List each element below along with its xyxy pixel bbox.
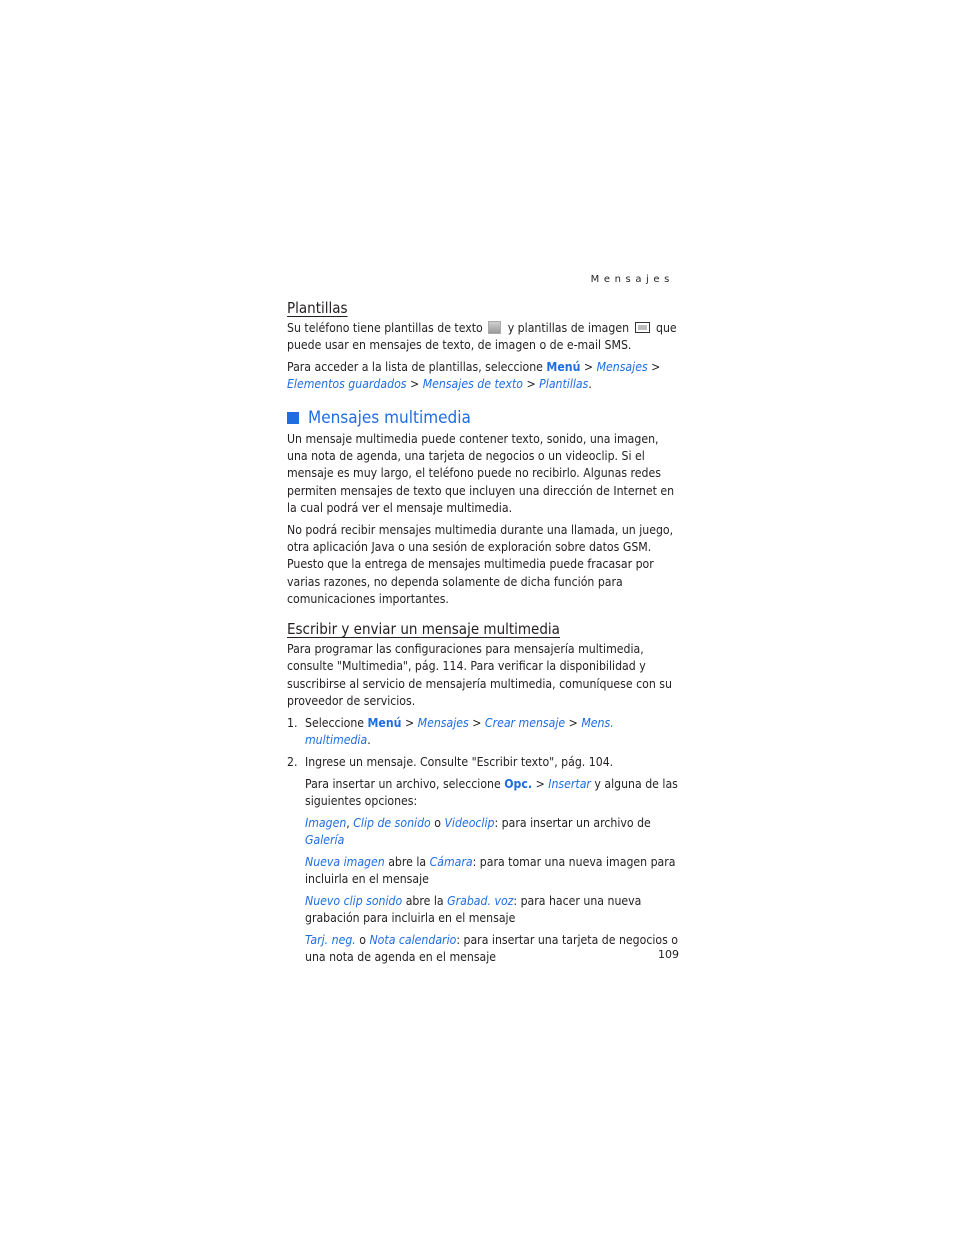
text: Para acceder a la lista de plantillas, seleccione: [287, 360, 543, 375]
text: .: [367, 733, 371, 748]
step-number: 2.: [287, 754, 298, 769]
heading-text: Mensajes multimedia: [308, 407, 471, 428]
option-term: Clip de sonido: [353, 815, 431, 830]
path-elementos-guardados: Elementos guardados: [287, 377, 407, 392]
text: abre la: [405, 894, 444, 909]
steps-list: [287, 715, 679, 771]
text: Su teléfono tiene plantillas de texto: [287, 321, 483, 335]
path-separator: >: [535, 776, 545, 791]
page-content: [287, 298, 679, 971]
text: .: [588, 377, 592, 392]
option-term: Nota calendario: [369, 933, 457, 948]
path-separator: >: [472, 715, 482, 730]
text: : para insertar una tarjeta de negocios o una nota de agenda en el mensaje: [305, 933, 679, 965]
path-crear-mensaje: Crear mensaje: [484, 715, 566, 730]
text: Para insertar un archivo, seleccione: [305, 776, 501, 791]
path-separator: >: [651, 360, 661, 375]
paragraph-plantillas-intro: [287, 320, 679, 355]
path-plantillas: Plantillas: [539, 377, 589, 392]
option-term: Imagen: [305, 815, 347, 830]
paragraph-plantillas-path: [287, 359, 679, 394]
option-term: Nuevo clip sonido: [305, 894, 403, 909]
text: : para insertar un archivo de: [494, 815, 651, 830]
text: que puede usar en mensajes de texto, de imagen o de e-mail SMS.: [287, 321, 677, 353]
text: abre la: [388, 854, 427, 869]
section-square-icon: [287, 412, 299, 424]
path-mens-multimedia: Mens. multimedia: [305, 715, 614, 748]
heading-mensajes-multimedia: [287, 407, 679, 429]
text: : para tomar una nueva imagen para incluirla en el mensaje: [305, 854, 676, 887]
step-number: 1.: [287, 715, 298, 730]
path-separator: >: [404, 715, 415, 730]
step-1-text: [305, 715, 679, 750]
text-template-icon: [488, 321, 501, 334]
option-term: Galería: [305, 833, 345, 848]
paragraph-insertar: [305, 776, 679, 811]
opc-label: Opc.: [504, 776, 533, 791]
text: ,: [346, 815, 350, 830]
path-mensajes: Mensajes: [596, 360, 648, 375]
path-separator: >: [568, 715, 578, 730]
text: y plantillas de imagen: [507, 321, 630, 335]
option-nueva-imagen: [305, 854, 679, 889]
page-number: 109: [658, 948, 679, 961]
option-imagen: [305, 815, 679, 850]
text: y alguna de las siguientes opciones:: [305, 776, 678, 809]
path-insertar: Insertar: [548, 776, 591, 791]
running-header: Mensajes: [590, 274, 674, 285]
step-2-text: Ingrese un mensaje. Consulte "Escribir texto", pág. 104.: [305, 754, 614, 769]
text: o: [434, 815, 441, 830]
paragraph-multimedia-2: No podrá recibir mensajes multimedia durante una llamada, un juego, otra aplicación Java o una sesión de exploración sobre datos GSM. Puesto que la entrega de mensajes multimedia puede fracasar por varias razones, no dependa solamente de dicha función para comunicaciones importantes.: [287, 522, 674, 606]
option-term: Cámara: [429, 854, 473, 869]
path-separator: >: [583, 360, 594, 375]
paragraph-multimedia-1: Un mensaje multimedia puede contener texto, sonido, una imagen, una nota de agenda, una tarjeta de negocios o un videoclip. Si el mensaje es muy largo, el teléfono puede no recibirlo. Algunas redes permiten mensajes de texto que incluyen una dirección de Internet en la cual podrá ver el mensaje multimedia.: [287, 431, 675, 515]
paragraph-escribir-intro: Para programar las configuraciones para mensajería multimedia, consulte "Multimedia", pág. 114. Para verificar la disponibilidad y suscribirse al servicio de mensajería multimedia, comuníquese con su proveedor de servicios.: [287, 642, 672, 709]
text: : para hacer una nueva grabación para incluirla en el mensaje: [305, 894, 642, 926]
option-term: Grabad. voz: [447, 894, 514, 909]
option-term: Videoclip: [444, 815, 495, 830]
list-item-step-1: [287, 715, 679, 750]
path-separator: >: [526, 377, 536, 392]
option-term: Nueva imagen: [305, 854, 385, 869]
image-template-icon: [635, 322, 650, 333]
text: o: [359, 933, 366, 948]
path-mensajes: Mensajes: [417, 715, 469, 730]
step-2-details: [305, 776, 679, 967]
path-separator: >: [410, 377, 420, 392]
list-item-step-2: [287, 754, 679, 771]
text: Seleccione: [305, 715, 365, 730]
heading-escribir: Escribir y enviar un mensaje multimedia: [287, 620, 560, 639]
heading-plantillas: Plantillas: [287, 299, 348, 317]
menu-label: Menú: [367, 715, 402, 730]
option-term: Tarj. neg.: [305, 933, 356, 948]
option-tarj-neg: [305, 932, 679, 967]
menu-label: Menú: [546, 360, 581, 375]
path-mensajes-de-texto: Mensajes de texto: [422, 377, 523, 392]
option-nuevo-clip-sonido: [305, 893, 679, 928]
